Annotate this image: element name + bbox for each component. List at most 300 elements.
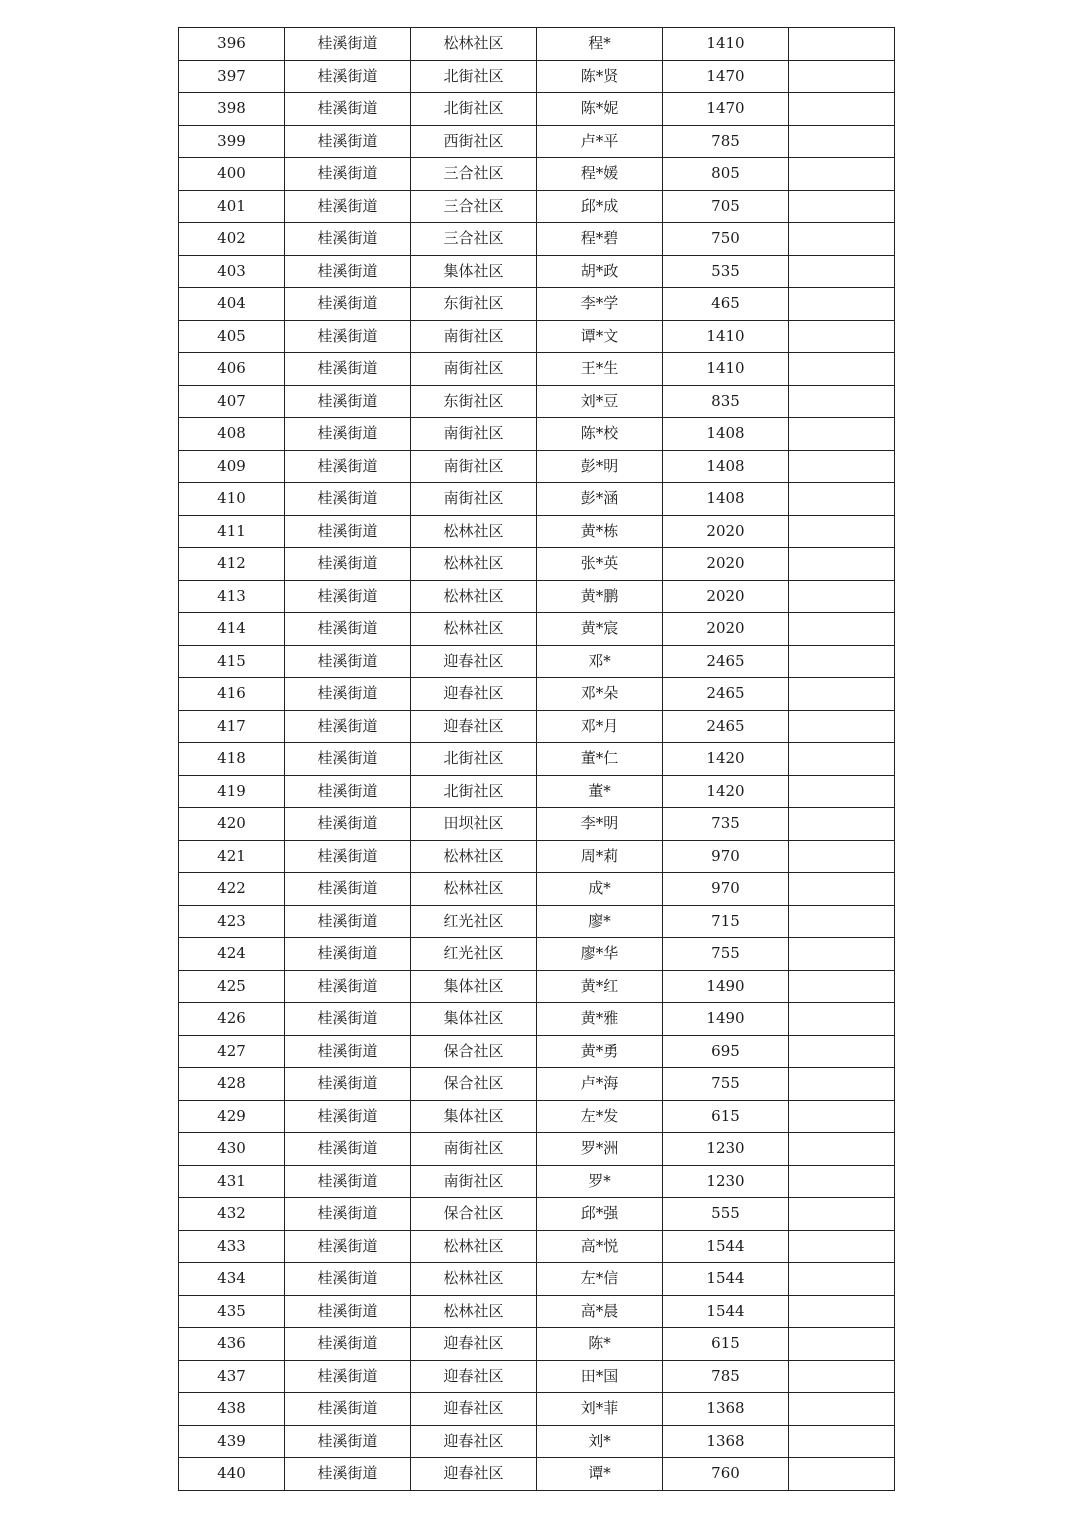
amount-cell: 615	[663, 1328, 789, 1361]
remark-cell	[789, 125, 895, 158]
subdistrict-cell: 桂溪街道	[285, 288, 411, 321]
community-cell: 迎春社区	[411, 1425, 537, 1458]
row-number-cell: 408	[179, 418, 285, 451]
subdistrict-cell: 桂溪街道	[285, 1230, 411, 1263]
row-number-cell: 423	[179, 905, 285, 938]
remark-cell	[789, 938, 895, 971]
subdistrict-cell: 桂溪街道	[285, 1458, 411, 1491]
community-cell: 迎春社区	[411, 1360, 537, 1393]
community-cell: 集体社区	[411, 255, 537, 288]
name-cell: 廖*	[537, 905, 663, 938]
table-row	[179, 1100, 895, 1133]
row-number-cell: 409	[179, 450, 285, 483]
table-row	[179, 743, 895, 776]
amount-cell: 970	[663, 873, 789, 906]
amount-cell: 1420	[663, 743, 789, 776]
row-number-cell: 400	[179, 158, 285, 191]
amount-cell: 1410	[663, 320, 789, 353]
table-row	[179, 808, 895, 841]
amount-cell: 1410	[663, 353, 789, 386]
community-cell: 北街社区	[411, 60, 537, 93]
name-cell: 廖*华	[537, 938, 663, 971]
table-row	[179, 190, 895, 223]
table-row	[179, 1360, 895, 1393]
table-row	[179, 385, 895, 418]
subdistrict-cell: 桂溪街道	[285, 840, 411, 873]
name-cell: 程*	[537, 28, 663, 61]
remark-cell	[789, 808, 895, 841]
row-number-cell: 430	[179, 1133, 285, 1166]
remark-cell	[789, 645, 895, 678]
table-body	[179, 28, 895, 1491]
remark-cell	[789, 60, 895, 93]
subdistrict-cell: 桂溪街道	[285, 905, 411, 938]
name-cell: 高*悦	[537, 1230, 663, 1263]
amount-cell: 1490	[663, 1003, 789, 1036]
amount-cell: 735	[663, 808, 789, 841]
remark-cell	[789, 1133, 895, 1166]
community-cell: 松林社区	[411, 1263, 537, 1296]
remark-cell	[789, 255, 895, 288]
remark-cell	[789, 1100, 895, 1133]
community-cell: 松林社区	[411, 873, 537, 906]
remark-cell	[789, 710, 895, 743]
remark-cell	[789, 1458, 895, 1491]
table-row	[179, 483, 895, 516]
table-row	[179, 158, 895, 191]
remark-cell	[789, 1295, 895, 1328]
remark-cell	[789, 385, 895, 418]
table-row	[179, 223, 895, 256]
name-cell: 成*	[537, 873, 663, 906]
row-number-cell: 420	[179, 808, 285, 841]
amount-cell: 535	[663, 255, 789, 288]
table-row	[179, 288, 895, 321]
name-cell: 邱*强	[537, 1198, 663, 1231]
name-cell: 黄*宸	[537, 613, 663, 646]
row-number-cell: 416	[179, 678, 285, 711]
row-number-cell: 422	[179, 873, 285, 906]
subdistrict-cell: 桂溪街道	[285, 190, 411, 223]
amount-cell: 1408	[663, 450, 789, 483]
community-cell: 松林社区	[411, 840, 537, 873]
community-cell: 红光社区	[411, 938, 537, 971]
row-number-cell: 437	[179, 1360, 285, 1393]
amount-cell: 1230	[663, 1133, 789, 1166]
amount-cell: 2020	[663, 580, 789, 613]
subdistrict-cell: 桂溪街道	[285, 808, 411, 841]
subdistrict-cell: 桂溪街道	[285, 60, 411, 93]
community-cell: 松林社区	[411, 515, 537, 548]
row-number-cell: 413	[179, 580, 285, 613]
subdistrict-cell: 桂溪街道	[285, 710, 411, 743]
name-cell: 程*媛	[537, 158, 663, 191]
community-cell: 田坝社区	[411, 808, 537, 841]
subdistrict-cell: 桂溪街道	[285, 223, 411, 256]
table-row	[179, 1133, 895, 1166]
remark-cell	[789, 483, 895, 516]
remark-cell	[789, 580, 895, 613]
remark-cell	[789, 873, 895, 906]
name-cell: 邓*	[537, 645, 663, 678]
subdistrict-cell: 桂溪街道	[285, 1003, 411, 1036]
name-cell: 卢*平	[537, 125, 663, 158]
amount-cell: 465	[663, 288, 789, 321]
table-row	[179, 840, 895, 873]
subdistrict-cell: 桂溪街道	[285, 28, 411, 61]
amount-cell: 2465	[663, 678, 789, 711]
subdistrict-cell: 桂溪街道	[285, 1165, 411, 1198]
community-cell: 松林社区	[411, 1230, 537, 1263]
subdistrict-cell: 桂溪街道	[285, 418, 411, 451]
remark-cell	[789, 613, 895, 646]
table-row	[179, 645, 895, 678]
remark-cell	[789, 450, 895, 483]
table-row	[179, 320, 895, 353]
subdistrict-cell: 桂溪街道	[285, 580, 411, 613]
row-number-cell: 397	[179, 60, 285, 93]
subdistrict-cell: 桂溪街道	[285, 450, 411, 483]
table-row	[179, 353, 895, 386]
remark-cell	[789, 1068, 895, 1101]
name-cell: 罗*	[537, 1165, 663, 1198]
subdistrict-cell: 桂溪街道	[285, 1360, 411, 1393]
name-cell: 程*碧	[537, 223, 663, 256]
table-row	[179, 775, 895, 808]
subdistrict-cell: 桂溪街道	[285, 1068, 411, 1101]
row-number-cell: 415	[179, 645, 285, 678]
row-number-cell: 429	[179, 1100, 285, 1133]
row-number-cell: 410	[179, 483, 285, 516]
community-cell: 东街社区	[411, 385, 537, 418]
subdistrict-cell: 桂溪街道	[285, 483, 411, 516]
table-row	[179, 1458, 895, 1491]
table-row	[179, 613, 895, 646]
table-row	[179, 873, 895, 906]
remark-cell	[789, 288, 895, 321]
row-number-cell: 412	[179, 548, 285, 581]
subdistrict-cell: 桂溪街道	[285, 1198, 411, 1231]
name-cell: 黄*勇	[537, 1035, 663, 1068]
amount-cell: 835	[663, 385, 789, 418]
subdistrict-cell: 桂溪街道	[285, 1035, 411, 1068]
amount-cell: 2020	[663, 515, 789, 548]
community-cell: 迎春社区	[411, 1458, 537, 1491]
table-row	[179, 938, 895, 971]
community-cell: 迎春社区	[411, 1328, 537, 1361]
amount-cell: 760	[663, 1458, 789, 1491]
subdistrict-cell: 桂溪街道	[285, 613, 411, 646]
name-cell: 罗*洲	[537, 1133, 663, 1166]
amount-cell: 2020	[663, 548, 789, 581]
row-number-cell: 425	[179, 970, 285, 1003]
row-number-cell: 431	[179, 1165, 285, 1198]
name-cell: 刘*	[537, 1425, 663, 1458]
remark-cell	[789, 970, 895, 1003]
remark-cell	[789, 1035, 895, 1068]
row-number-cell: 436	[179, 1328, 285, 1361]
community-cell: 南街社区	[411, 450, 537, 483]
subdistrict-cell: 桂溪街道	[285, 1425, 411, 1458]
subdistrict-cell: 桂溪街道	[285, 1393, 411, 1426]
amount-cell: 705	[663, 190, 789, 223]
data-table-container	[178, 27, 895, 1491]
remark-cell	[789, 28, 895, 61]
row-number-cell: 417	[179, 710, 285, 743]
row-number-cell: 399	[179, 125, 285, 158]
row-number-cell: 405	[179, 320, 285, 353]
amount-cell: 2465	[663, 710, 789, 743]
remark-cell	[789, 320, 895, 353]
amount-cell: 1490	[663, 970, 789, 1003]
row-number-cell: 402	[179, 223, 285, 256]
amount-cell: 755	[663, 938, 789, 971]
amount-cell: 1544	[663, 1230, 789, 1263]
table-row	[179, 515, 895, 548]
subdistrict-cell: 桂溪街道	[285, 1100, 411, 1133]
community-cell: 三合社区	[411, 223, 537, 256]
community-cell: 三合社区	[411, 190, 537, 223]
name-cell: 陈*校	[537, 418, 663, 451]
remark-cell	[789, 1393, 895, 1426]
remark-cell	[789, 1165, 895, 1198]
name-cell: 彭*涵	[537, 483, 663, 516]
remark-cell	[789, 1360, 895, 1393]
row-number-cell: 421	[179, 840, 285, 873]
name-cell: 左*信	[537, 1263, 663, 1296]
name-cell: 李*学	[537, 288, 663, 321]
subdistrict-cell: 桂溪街道	[285, 320, 411, 353]
subdistrict-cell: 桂溪街道	[285, 1328, 411, 1361]
name-cell: 卢*海	[537, 1068, 663, 1101]
table-row	[179, 905, 895, 938]
community-cell: 松林社区	[411, 613, 537, 646]
table-row	[179, 548, 895, 581]
row-number-cell: 419	[179, 775, 285, 808]
subdistrict-cell: 桂溪街道	[285, 353, 411, 386]
remark-cell	[789, 775, 895, 808]
amount-cell: 1544	[663, 1295, 789, 1328]
name-cell: 陈*	[537, 1328, 663, 1361]
table-row	[179, 1230, 895, 1263]
table-row	[179, 1035, 895, 1068]
table-row	[179, 1165, 895, 1198]
remark-cell	[789, 1230, 895, 1263]
community-cell: 三合社区	[411, 158, 537, 191]
community-cell: 迎春社区	[411, 645, 537, 678]
community-cell: 南街社区	[411, 1165, 537, 1198]
row-number-cell: 433	[179, 1230, 285, 1263]
name-cell: 黄*鹏	[537, 580, 663, 613]
row-number-cell: 418	[179, 743, 285, 776]
amount-cell: 785	[663, 125, 789, 158]
subdistrict-cell: 桂溪街道	[285, 158, 411, 191]
name-cell: 李*明	[537, 808, 663, 841]
table-row	[179, 970, 895, 1003]
remark-cell	[789, 158, 895, 191]
remark-cell	[789, 93, 895, 126]
amount-cell: 2020	[663, 613, 789, 646]
row-number-cell: 438	[179, 1393, 285, 1426]
remark-cell	[789, 548, 895, 581]
amount-cell: 755	[663, 1068, 789, 1101]
amount-cell: 1420	[663, 775, 789, 808]
row-number-cell: 439	[179, 1425, 285, 1458]
subdistrict-cell: 桂溪街道	[285, 938, 411, 971]
name-cell: 董*仁	[537, 743, 663, 776]
name-cell: 刘*豆	[537, 385, 663, 418]
community-cell: 南街社区	[411, 418, 537, 451]
community-cell: 松林社区	[411, 548, 537, 581]
table-row	[179, 255, 895, 288]
data-table	[178, 27, 895, 1491]
subdistrict-cell: 桂溪街道	[285, 743, 411, 776]
community-cell: 南街社区	[411, 1133, 537, 1166]
table-row	[179, 93, 895, 126]
community-cell: 保合社区	[411, 1198, 537, 1231]
table-row	[179, 125, 895, 158]
name-cell: 王*生	[537, 353, 663, 386]
community-cell: 保合社区	[411, 1068, 537, 1101]
row-number-cell: 396	[179, 28, 285, 61]
subdistrict-cell: 桂溪街道	[285, 678, 411, 711]
amount-cell: 1470	[663, 60, 789, 93]
amount-cell: 805	[663, 158, 789, 191]
subdistrict-cell: 桂溪街道	[285, 125, 411, 158]
name-cell: 邓*月	[537, 710, 663, 743]
community-cell: 集体社区	[411, 970, 537, 1003]
name-cell: 谭*文	[537, 320, 663, 353]
table-row	[179, 1068, 895, 1101]
community-cell: 北街社区	[411, 743, 537, 776]
table-row	[179, 60, 895, 93]
amount-cell: 1410	[663, 28, 789, 61]
table-row	[179, 28, 895, 61]
subdistrict-cell: 桂溪街道	[285, 873, 411, 906]
row-number-cell: 435	[179, 1295, 285, 1328]
amount-cell: 615	[663, 1100, 789, 1133]
row-number-cell: 427	[179, 1035, 285, 1068]
amount-cell: 1230	[663, 1165, 789, 1198]
community-cell: 集体社区	[411, 1100, 537, 1133]
table-row	[179, 1003, 895, 1036]
amount-cell: 2465	[663, 645, 789, 678]
row-number-cell: 432	[179, 1198, 285, 1231]
name-cell: 胡*政	[537, 255, 663, 288]
remark-cell	[789, 1425, 895, 1458]
name-cell: 彭*明	[537, 450, 663, 483]
remark-cell	[789, 1003, 895, 1036]
amount-cell: 1408	[663, 483, 789, 516]
name-cell: 周*莉	[537, 840, 663, 873]
amount-cell: 1368	[663, 1425, 789, 1458]
community-cell: 南街社区	[411, 353, 537, 386]
community-cell: 南街社区	[411, 320, 537, 353]
table-row	[179, 450, 895, 483]
table-row	[179, 1263, 895, 1296]
subdistrict-cell: 桂溪街道	[285, 775, 411, 808]
row-number-cell: 404	[179, 288, 285, 321]
name-cell: 陈*贤	[537, 60, 663, 93]
row-number-cell: 440	[179, 1458, 285, 1491]
community-cell: 红光社区	[411, 905, 537, 938]
name-cell: 张*英	[537, 548, 663, 581]
table-row	[179, 1393, 895, 1426]
remark-cell	[789, 1263, 895, 1296]
community-cell: 松林社区	[411, 580, 537, 613]
subdistrict-cell: 桂溪街道	[285, 1133, 411, 1166]
table-row	[179, 678, 895, 711]
community-cell: 保合社区	[411, 1035, 537, 1068]
name-cell: 田*国	[537, 1360, 663, 1393]
remark-cell	[789, 1328, 895, 1361]
remark-cell	[789, 353, 895, 386]
subdistrict-cell: 桂溪街道	[285, 93, 411, 126]
remark-cell	[789, 1198, 895, 1231]
community-cell: 迎春社区	[411, 1393, 537, 1426]
remark-cell	[789, 515, 895, 548]
remark-cell	[789, 223, 895, 256]
remark-cell	[789, 905, 895, 938]
community-cell: 南街社区	[411, 483, 537, 516]
community-cell: 迎春社区	[411, 678, 537, 711]
table-row	[179, 1425, 895, 1458]
name-cell: 黄*雅	[537, 1003, 663, 1036]
row-number-cell: 411	[179, 515, 285, 548]
amount-cell: 1408	[663, 418, 789, 451]
remark-cell	[789, 743, 895, 776]
community-cell: 迎春社区	[411, 710, 537, 743]
subdistrict-cell: 桂溪街道	[285, 970, 411, 1003]
name-cell: 黄*栋	[537, 515, 663, 548]
community-cell: 北街社区	[411, 93, 537, 126]
remark-cell	[789, 190, 895, 223]
subdistrict-cell: 桂溪街道	[285, 645, 411, 678]
amount-cell: 695	[663, 1035, 789, 1068]
name-cell: 高*晨	[537, 1295, 663, 1328]
remark-cell	[789, 840, 895, 873]
community-cell: 东街社区	[411, 288, 537, 321]
amount-cell: 1544	[663, 1263, 789, 1296]
row-number-cell: 414	[179, 613, 285, 646]
name-cell: 董*	[537, 775, 663, 808]
row-number-cell: 406	[179, 353, 285, 386]
name-cell: 刘*菲	[537, 1393, 663, 1426]
subdistrict-cell: 桂溪街道	[285, 1295, 411, 1328]
table-row	[179, 1328, 895, 1361]
subdistrict-cell: 桂溪街道	[285, 548, 411, 581]
table-row	[179, 1198, 895, 1231]
name-cell: 左*发	[537, 1100, 663, 1133]
amount-cell: 1470	[663, 93, 789, 126]
table-row	[179, 418, 895, 451]
subdistrict-cell: 桂溪街道	[285, 385, 411, 418]
amount-cell: 970	[663, 840, 789, 873]
table-row	[179, 580, 895, 613]
amount-cell: 555	[663, 1198, 789, 1231]
row-number-cell: 434	[179, 1263, 285, 1296]
row-number-cell: 401	[179, 190, 285, 223]
remark-cell	[789, 418, 895, 451]
community-cell: 松林社区	[411, 28, 537, 61]
community-cell: 松林社区	[411, 1295, 537, 1328]
row-number-cell: 407	[179, 385, 285, 418]
row-number-cell: 428	[179, 1068, 285, 1101]
table-row	[179, 1295, 895, 1328]
name-cell: 黄*红	[537, 970, 663, 1003]
row-number-cell: 424	[179, 938, 285, 971]
name-cell: 谭*	[537, 1458, 663, 1491]
